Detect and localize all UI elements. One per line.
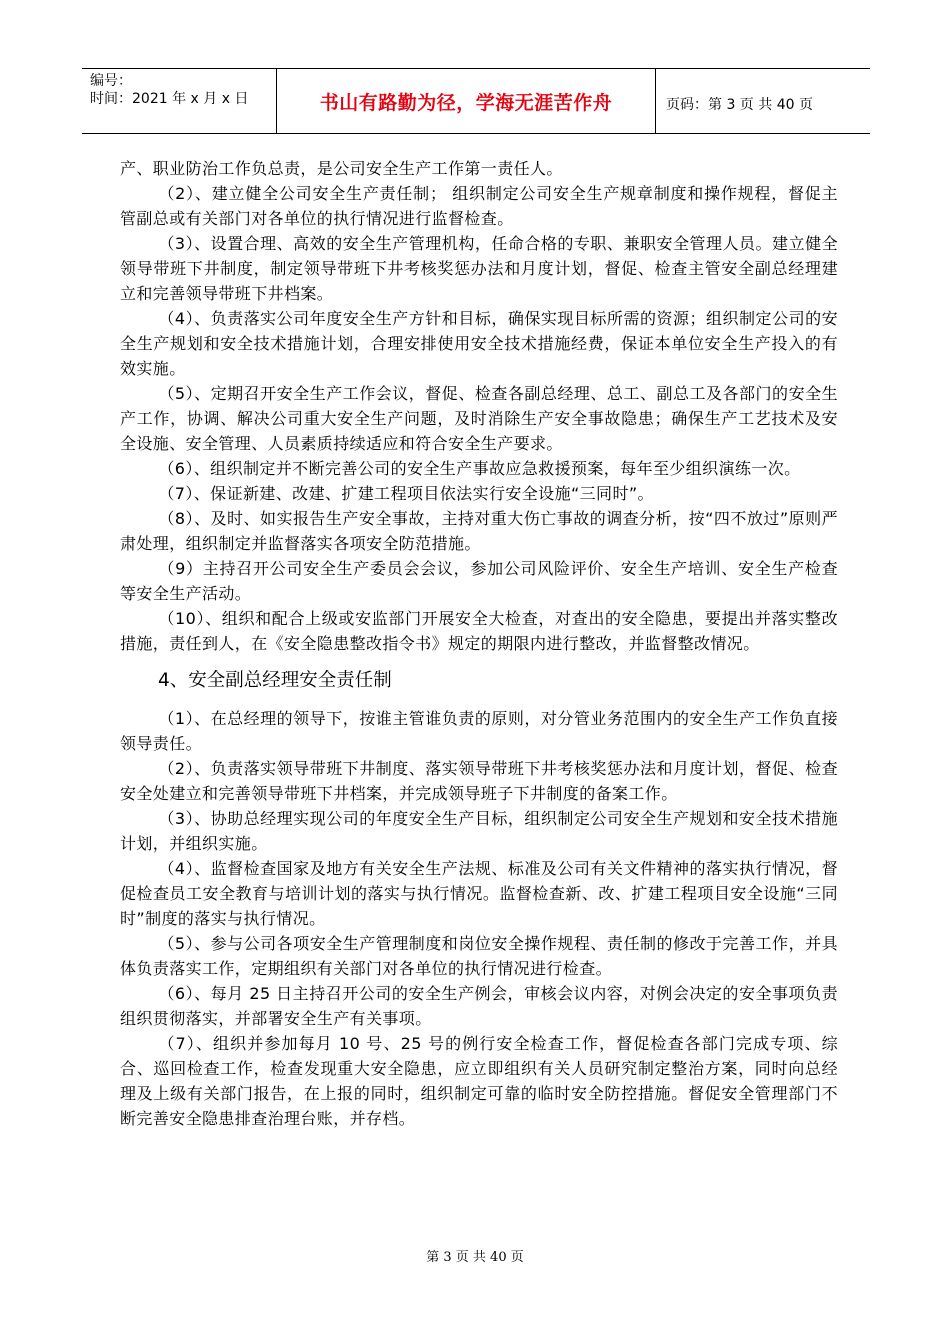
paragraph: （2）、建立健全公司安全生产责任制； 组织制定公司安全生产规章制度和操作规程，督促主管副总或有关部门对各单位的执行情况进行监督检查。 <box>120 184 838 228</box>
section-heading: 4、安全副总经理安全责任制 <box>158 670 392 691</box>
paragraph: （7）、组织并参加每月 10 号、25 号的例行安全检查工作，督促检查各部门完成专项、综合、巡回检查工作，检查发现重大安全隐患，应立即组织有关人员研究制定整治方案，同时向总经理及上级有关部门报告，在上报的同时，组织制定可靠的临时安全防控措施。督促安全管理部门不断完善安全隐患排查治理台账，并存档。 <box>120 1034 838 1128</box>
paragraph: （2）、负责落实领导带班下井制度、落实领导带班下井考核奖惩办法和月度计划，督促、检查安全处建立和完善领导带班下井档案，并完成领导班子下井制度的备案工作。 <box>120 759 838 803</box>
paragraph: （5）、参与公司各项安全生产管理制度和岗位安全操作规程、责任制的修改于完善工作，并具体负责落实工作，定期组织有关部门对各单位的执行情况进行检查。 <box>120 934 838 978</box>
paragraph: （8）、及时、如实报告生产安全事故，主持对重大伤亡事故的调查分析，按“四不放过”原则严肃处理，组织制定并监督落实各项安全防范措施。 <box>120 509 838 553</box>
header-divider <box>655 68 656 134</box>
paragraph: （7）、保证新建、改建、扩建工程项目依法实行安全设施“三同时”。 <box>158 484 654 503</box>
paragraph: 产、职业防治工作负总责，是公司安全生产工作第一责任人。 <box>120 159 563 178</box>
document-number-label: 编号： <box>90 73 132 89</box>
paragraph: （4）、监督检查国家及地方有关安全生产法规、标准及公司有关文件精神的落实执行情况，督促检查员工安全教育与培训计划的落实与执行情况。监督检查新、改、扩建工程项目安全设施“三同时”制度的落实与执行情况。 <box>120 859 838 928</box>
header-motto: 书山有路勤为径，学海无涯苦作舟 <box>319 91 613 114</box>
paragraph: （1）、在总经理的领导下，按谁主管谁负责的原则，对分管业务范围内的安全生产工作负直接领导责任。 <box>120 709 838 753</box>
paragraph: （6）、组织制定并不断完善公司的安全生产事故应急救援预案，每年至少组织演练一次。 <box>158 459 801 478</box>
paragraph: （9）主持召开公司安全生产委员会会议，参加公司风险评价、安全生产培训、安全生产检查等安全生产活动。 <box>120 559 838 603</box>
page-footer: 第 3 页 共 40 页 <box>426 1250 524 1265</box>
paragraph: （3）、协助总经理实现公司的年度安全生产目标，组织制定公司安全生产规划和安全技术措施计划，并组织实施。 <box>120 809 838 853</box>
paragraph: （3）、设置合理、高效的安全生产管理机构，任命合格的专职、兼职安全管理人员。建立健全领导带班下井制度，制定领导带班下井考核奖惩办法和月度计划，督促、检查主管安全副总经理建立和完善领导带班下井档案。 <box>120 234 838 303</box>
page-header <box>82 68 870 134</box>
paragraph: （10）、组织和配合上级或安监部门开展安全大检查，对查出的安全隐患，要提出并落实整改措施，责任到人，在《安全隐患整改指令书》规定的期限内进行整改，并监督整改情况。 <box>120 609 838 653</box>
header-left-cell <box>90 72 248 108</box>
document-date: 时间：2021 年 x 月 x 日 <box>90 91 249 107</box>
paragraph: （6）、每月 25 日主持召开公司的安全生产例会，审核会议内容，对例会决定的安全事项负责组织贯彻落实，并部署安全生产有关事项。 <box>120 984 838 1028</box>
header-page-number: 页码：第 3 页 共 40 页 <box>666 97 813 113</box>
paragraph: （5）、定期召开安全生产工作会议，督促、检查各副总经理、总工、副总工及各部门的安全生产工作，协调、解决公司重大安全生产问题，及时消除生产安全事故隐患；确保生产工艺技术及安全设施、安全管理、人员素质持续适应和符合安全生产要求。 <box>120 384 838 453</box>
paragraph: （4）、负责落实公司年度安全生产方针和目标，确保实现目标所需的资源；组织制定公司的安全生产规划和安全技术措施计划，合理安排使用安全技术措施经费，保证本单位安全生产投入的有效实施。 <box>120 309 838 378</box>
document-body <box>120 156 838 1131</box>
